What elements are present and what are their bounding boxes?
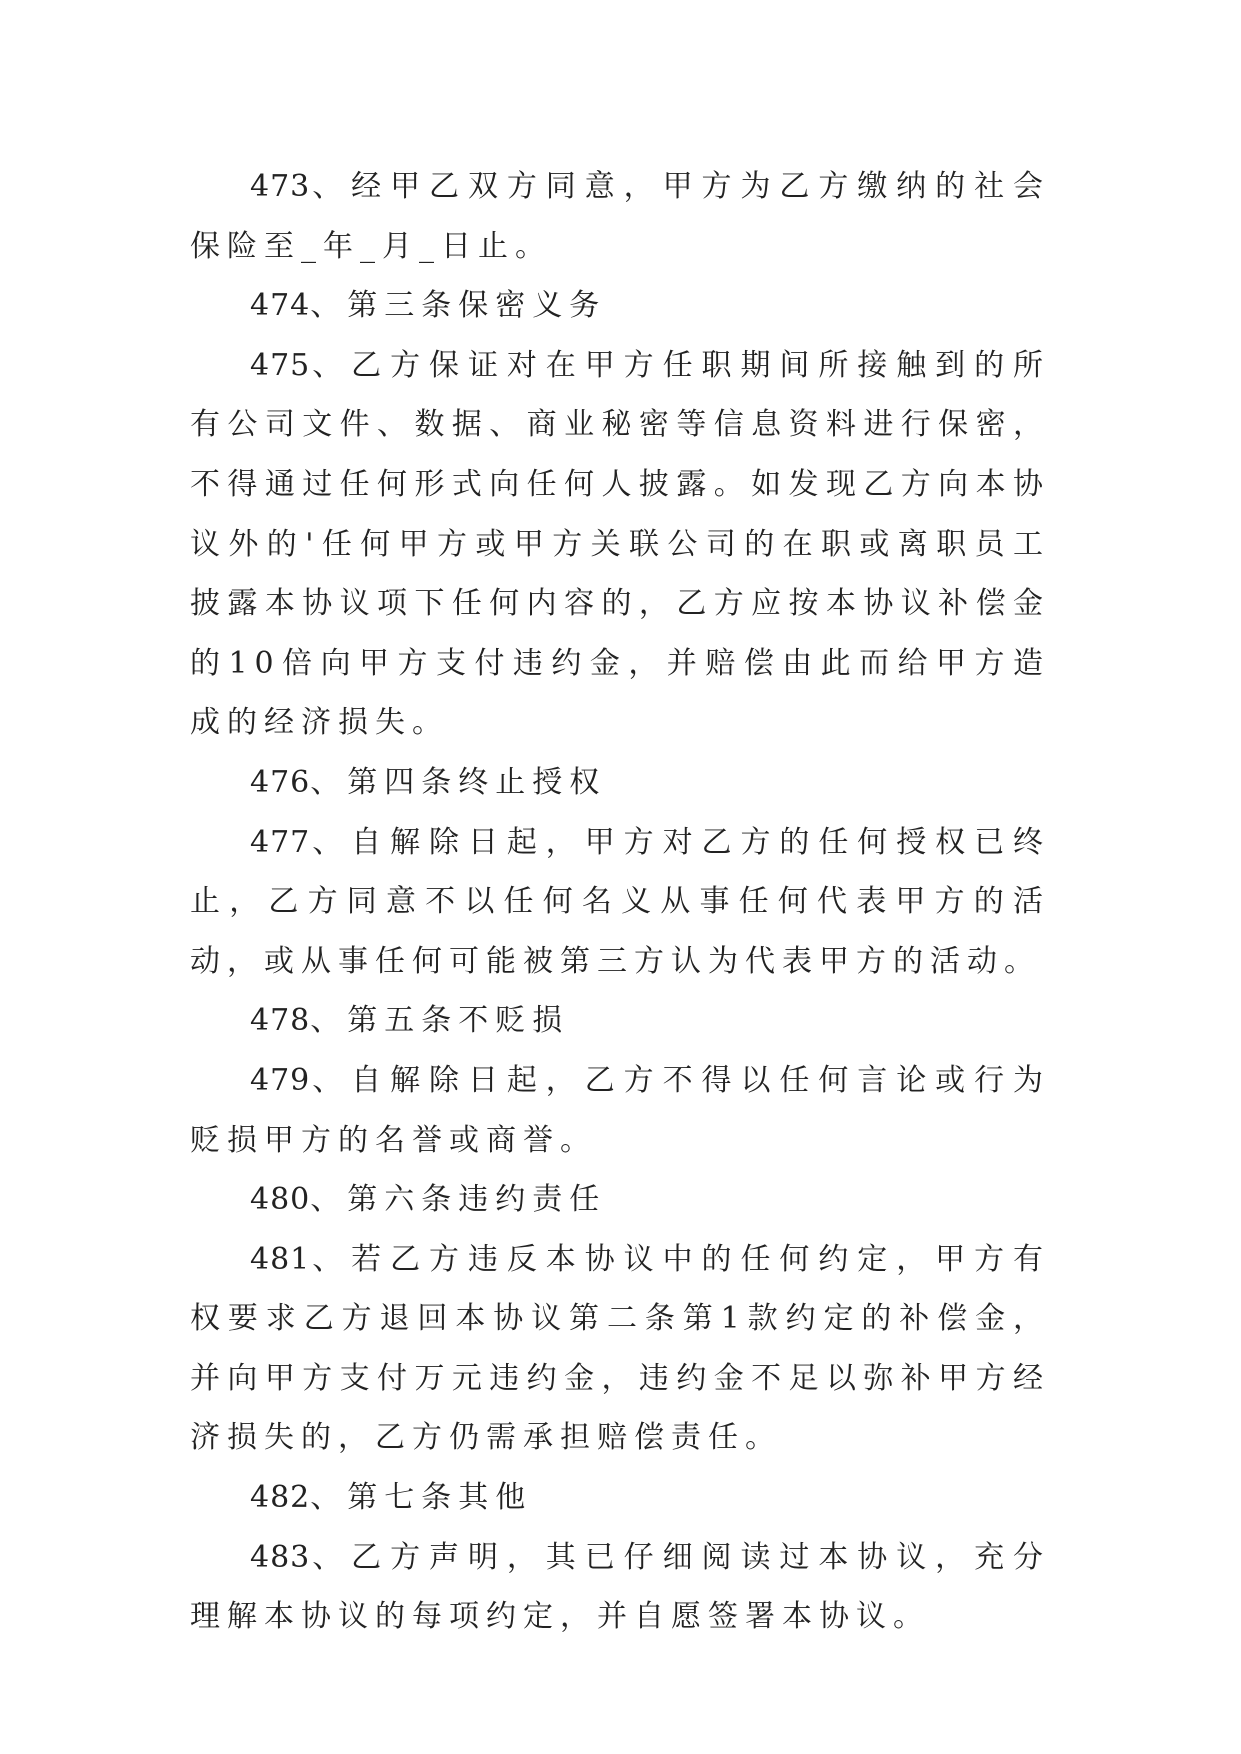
paragraph-separator: 、 (310, 1062, 352, 1098)
section-heading-482 (190, 1468, 1050, 1528)
paragraph-483 (190, 1528, 1050, 1647)
section-heading-text: 第七条其他 (347, 1480, 533, 1516)
paragraph-separator: 、 (310, 1539, 352, 1575)
section-heading-480 (190, 1170, 1050, 1230)
paragraph-477 (190, 813, 1050, 992)
section-heading-text: 第四条终止授权 (347, 764, 607, 800)
paragraph-number: 481 (250, 1241, 311, 1277)
paragraph-number: 478 (250, 1003, 311, 1039)
paragraph-text: 自解除日起，甲方对乙方的任何授权已终止，乙方同意不以任何名义从事任何代表甲方的活动，或从事任何可能被第三方认为代表甲方的活动。 (190, 824, 1051, 979)
document-body (190, 157, 1050, 1647)
paragraph-number: 477 (250, 824, 311, 860)
paragraph-separator: 、 (310, 1003, 348, 1039)
paragraph-475 (190, 336, 1050, 753)
paragraph-separator: 、 (310, 1182, 348, 1218)
paragraph-separator: 、 (310, 1480, 348, 1516)
paragraph-473 (190, 157, 1050, 276)
paragraph-number: 480 (250, 1182, 311, 1218)
paragraph-number: 482 (250, 1480, 311, 1516)
paragraph-number: 483 (250, 1539, 311, 1575)
paragraph-number: 475 (250, 347, 311, 383)
paragraph-text: 乙方声明，其已仔细阅读过本协议，充分理解本协议的每项约定，并自愿签署本协议。 (190, 1539, 1051, 1635)
paragraph-separator: 、 (310, 764, 348, 800)
section-heading-474 (190, 276, 1050, 336)
paragraph-text: 自解除日起，乙方不得以任何言论或行为贬损甲方的名誉或商誉。 (190, 1062, 1051, 1158)
paragraph-number: 474 (250, 288, 311, 324)
paragraph-text: 乙方保证对在甲方任职期间所接触到的所有公司文件、数据、商业秘密等信息资料进行保密，不得通过任何形式向任何人披露。如发现乙方向本协议外的'任何甲方或甲方关联公司的在职或离职员工披露本协议项下任何内容的，乙方应按本协议补偿金的10倍向甲方支付违约金，并赔偿由此而给甲方造成的经济损失。 (190, 347, 1051, 741)
paragraph-number: 476 (250, 764, 311, 800)
paragraph-separator: 、 (310, 169, 352, 204)
paragraph-481 (190, 1230, 1050, 1468)
paragraph-number: 479 (250, 1062, 311, 1098)
paragraph-479 (190, 1051, 1050, 1170)
paragraph-text: 经甲乙双方同意，甲方为乙方缴纳的社会保险至_年_月_日止。 (190, 169, 1051, 264)
section-heading-478 (190, 991, 1050, 1051)
paragraph-number: 473 (250, 169, 311, 204)
section-heading-text: 第五条不贬损 (347, 1003, 570, 1039)
paragraph-separator: 、 (310, 824, 352, 860)
paragraph-separator: 、 (310, 1241, 352, 1277)
paragraph-separator: 、 (310, 347, 352, 383)
section-heading-476 (190, 753, 1050, 813)
section-heading-text: 第六条违约责任 (347, 1182, 607, 1218)
paragraph-text: 若乙方违反本协议中的任何约定，甲方有权要求乙方退回本协议第二条第1款约定的补偿金，并向甲方支付万元违约金，违约金不足以弥补甲方经济损失的，乙方仍需承担赔偿责任。 (190, 1241, 1051, 1456)
paragraph-separator: 、 (310, 288, 348, 324)
section-heading-text: 第三条保密义务 (347, 288, 607, 324)
